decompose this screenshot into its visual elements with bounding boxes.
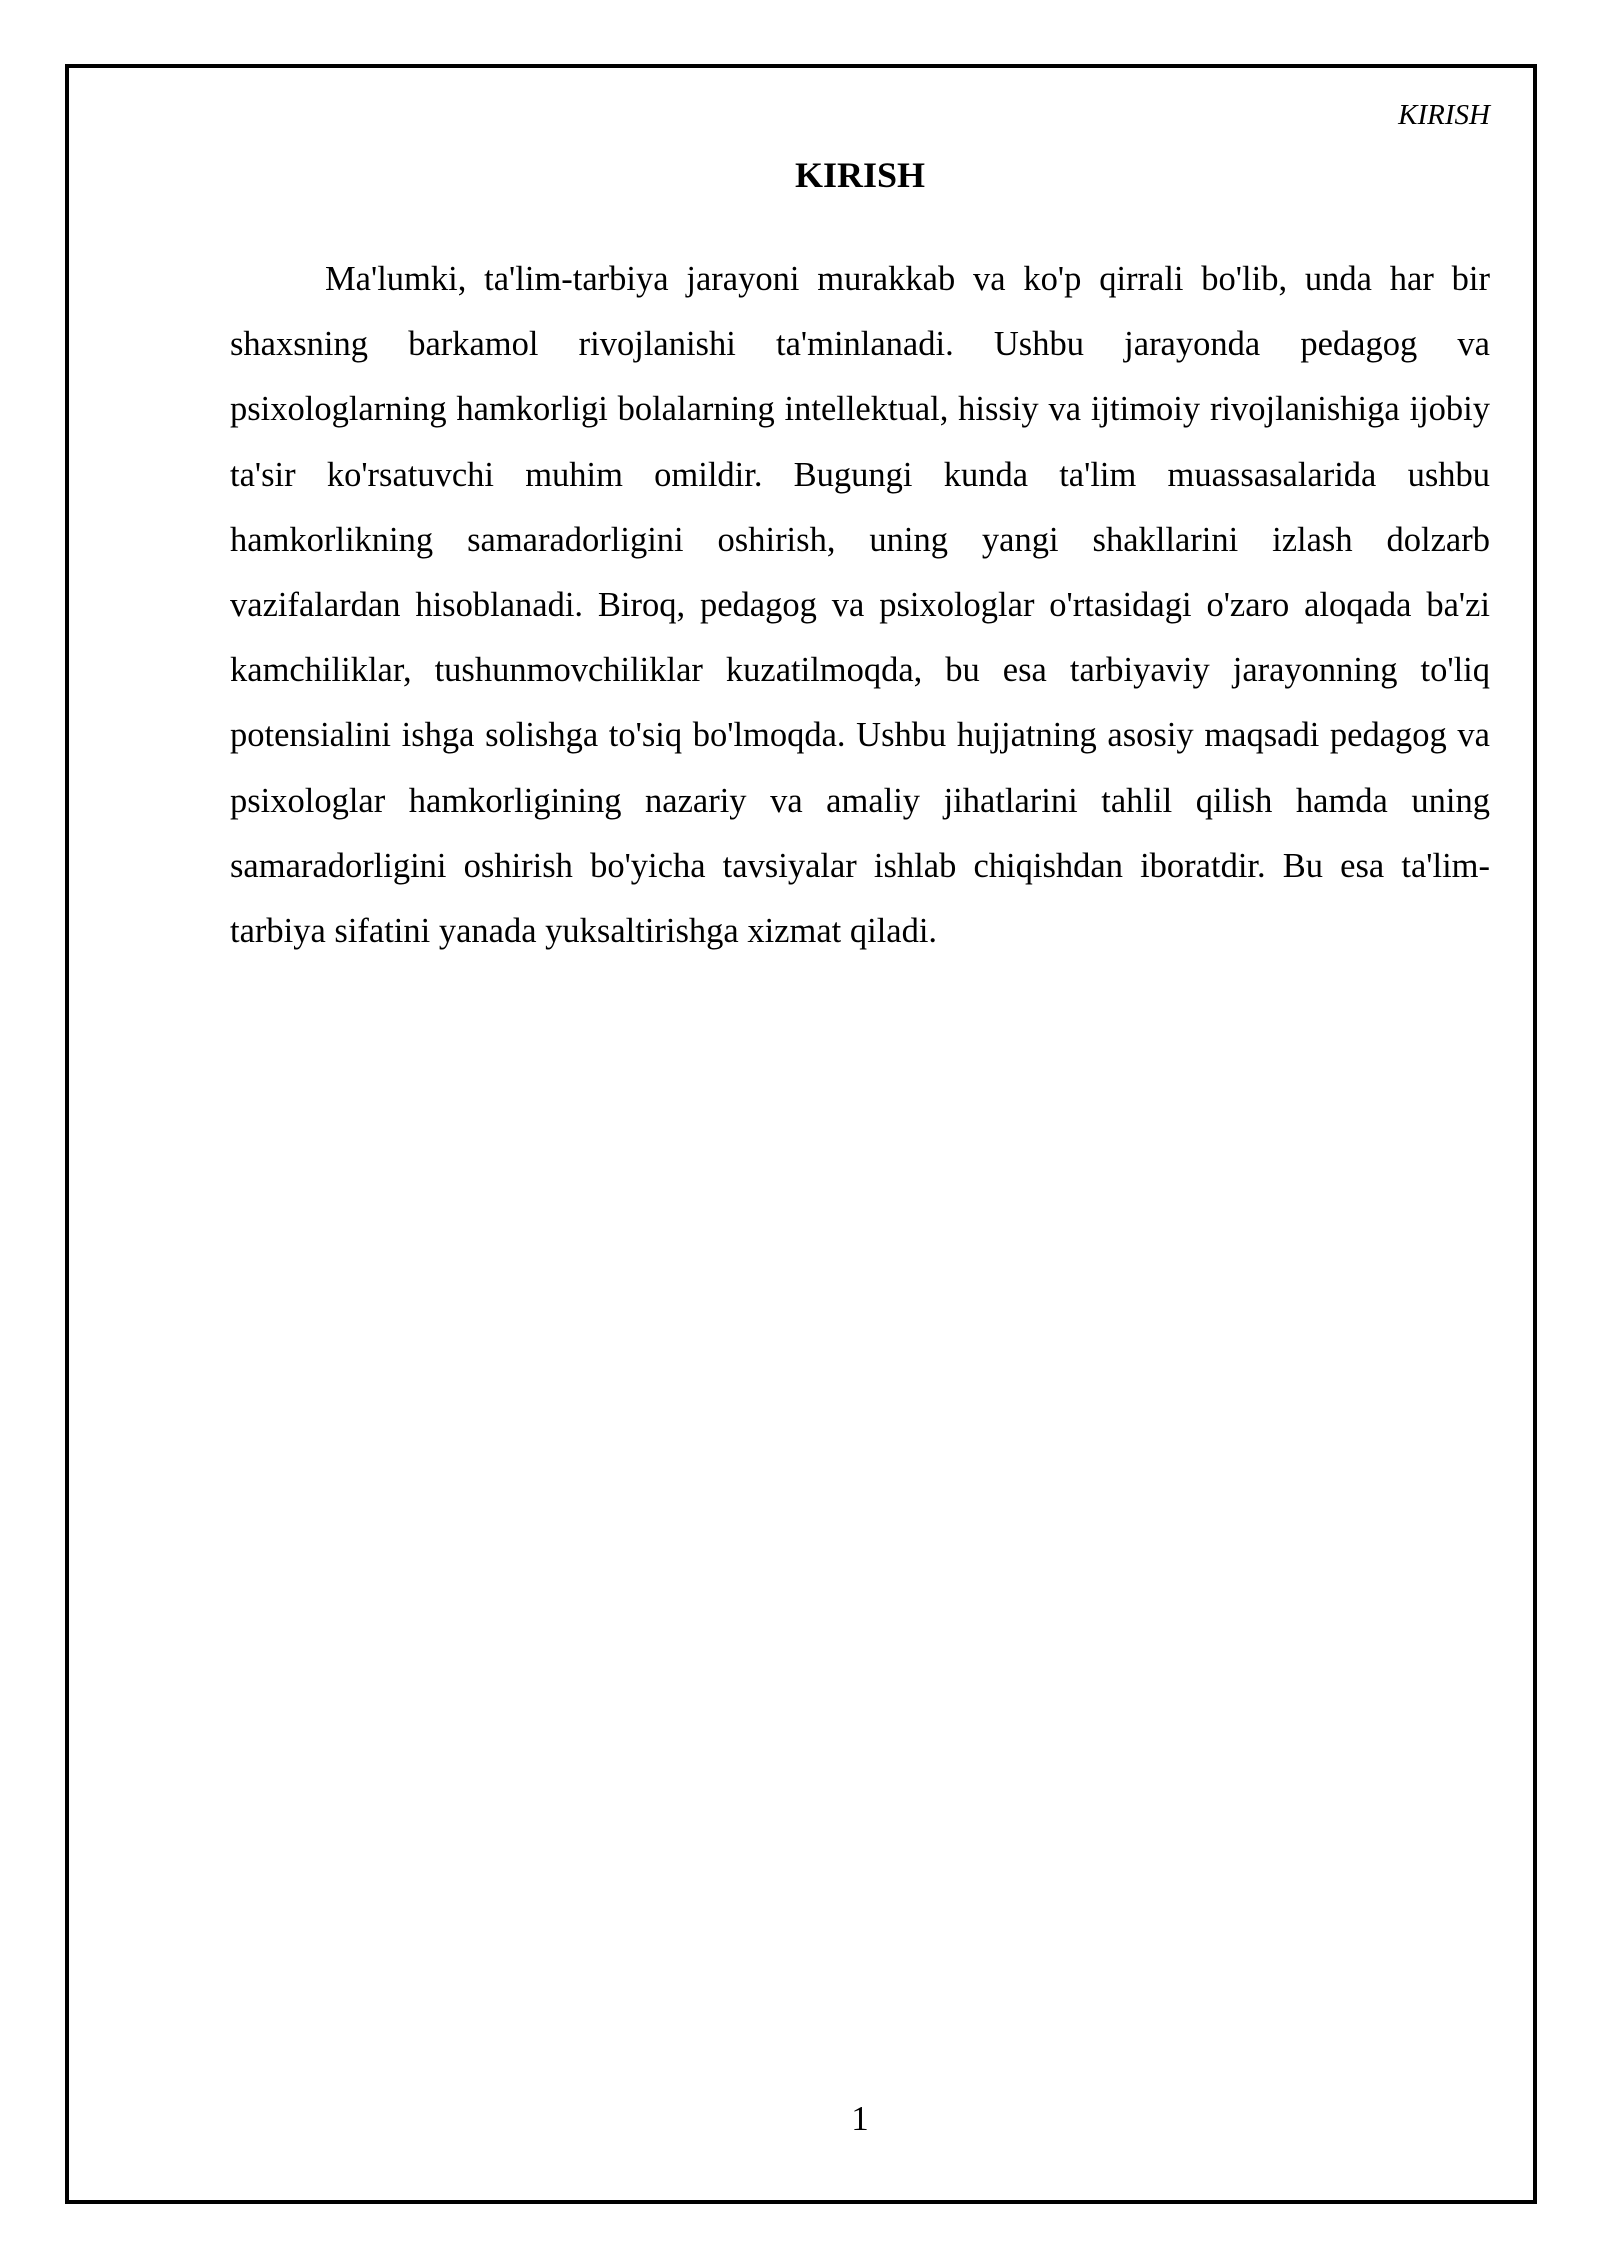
page-title: KIRISH — [794, 155, 926, 195]
running-header: KIRISH — [1398, 99, 1490, 131]
body-paragraph: Ma'lumki, ta'lim-tarbiya jarayoni murakkab va ko'p qirrali bo'lib, unda har bir shaxsning barkamol rivojlanishi ta'minlanadi. Ushbu jarayonda pedagog va psixologlarning hamkorligi bolalarning intellektual, hissiy va ijtimoiy rivojlanishiga ijobiy ta'sir ko'rsatuvchi muhim omildir. Bugungi kunda ta'lim muassasalarida ushbu hamkorlikning samaradorligini oshirish, uning yangi shakllarini izlash dolzarb vazifalardan hisoblanadi. Biroq, pedagog va psixologlar o'rtasidagi o'zaro aloqada ba'zi kamchiliklar, tushunmovchiliklar kuzatilmoqda, bu esa tarbiyaviy jarayonning to'liq potensialini ishga solishga to'siq bo'lmoqda. Ushbu hujjatning asosiy maqsadi pedagog va psixologlar hamkorligining nazariy va amaliy jihatlarini tahlil qilish hamda uning samaradorligini oshirish bo'yicha tavsiyalar ishlab chiqishdan iboratdir. Bu esa ta'lim-tarbiya sifatini yanada yuksaltirishga xizmat qiladi. — [230, 260, 1490, 951]
page-number: 1 — [851, 2099, 869, 2138]
